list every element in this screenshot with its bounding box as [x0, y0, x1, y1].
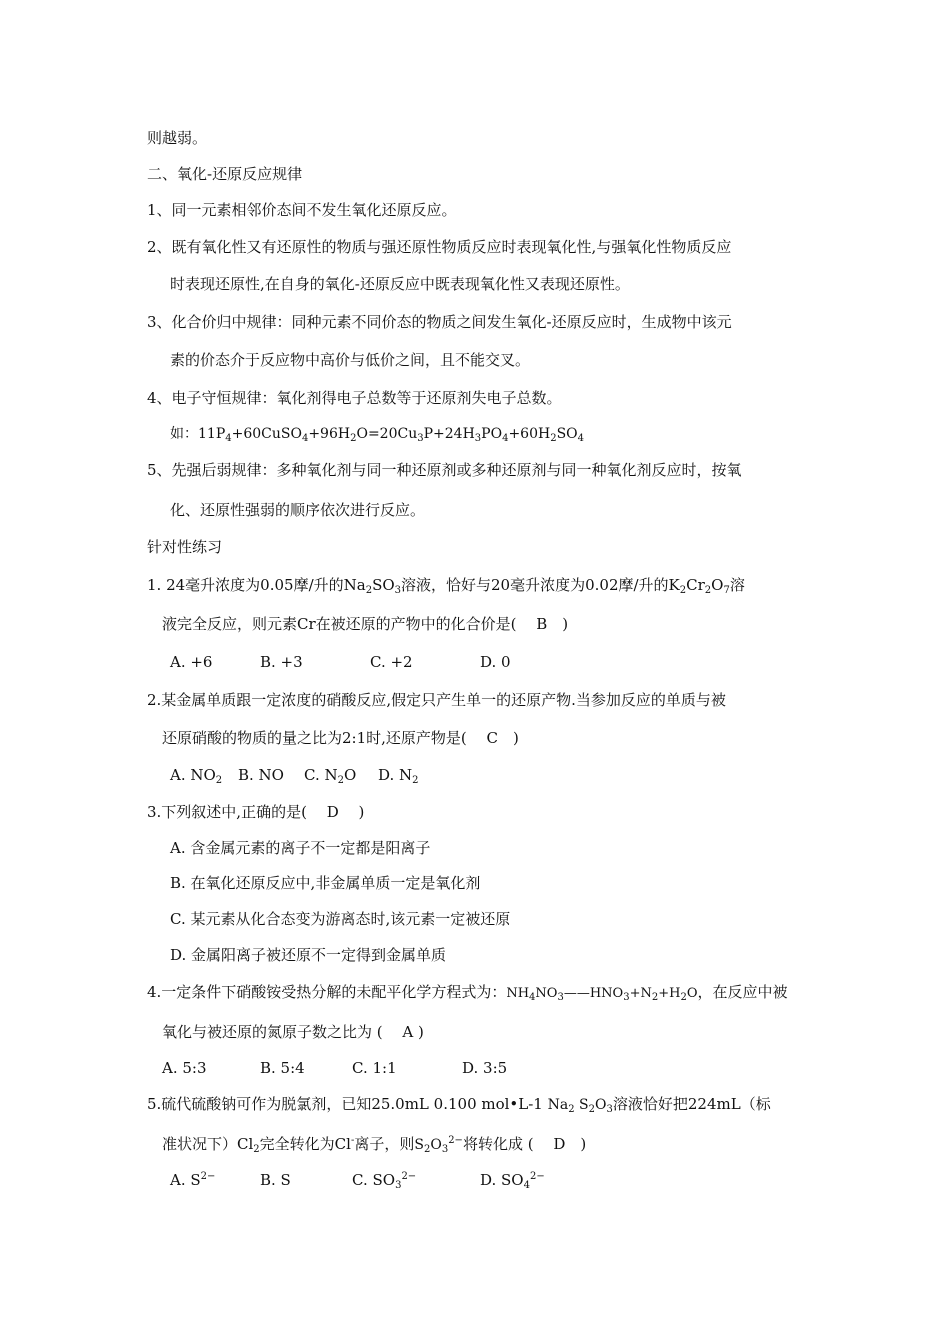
rule-1: 1、同一元素相邻价态间不发生氧化还原反应。	[147, 201, 457, 219]
chemical-formula: $S_2O_3^{2-}$	[414, 1135, 463, 1155]
option-a: A. $NO_2$	[170, 766, 223, 786]
option-d: D. 0	[480, 653, 511, 671]
question-5-options	[170, 1170, 545, 1190]
question-2-options	[170, 765, 419, 785]
rule-4: 4、电子守恒规律：氧化剂得电子总数等于还原剂失电子总数。	[147, 389, 562, 407]
option-a: A. +6	[170, 653, 213, 671]
q5-part-2: 完全转化为Cl	[259, 1135, 351, 1153]
question-1-line-1: 1. 24毫升浓度为0.05摩/升的$Na_2SO_3$溶液，恰好与20毫升浓度为0.02摩/升的$K_2Cr_2O_7$溶	[147, 576, 745, 596]
option-d: D. $SO_4^{2-}$	[480, 1171, 545, 1191]
option-c: C. $SO_3^{2-}$	[352, 1171, 417, 1191]
option-b: B. 5:4	[260, 1059, 305, 1077]
option-b: B. NO	[238, 766, 284, 784]
question-5-suffix: 溶液恰好把224mL（标	[612, 1095, 771, 1113]
question-3-option-b: B. 在氧化还原反应中,非金属单质一定是氧化剂	[170, 874, 481, 892]
option-a: A. 5:3	[162, 1059, 207, 1077]
chemical-equation: $NH_4NO_3——HNO_3+N_2+H_2O$	[506, 986, 698, 1003]
option-c: C. +2	[370, 653, 413, 671]
rule-5-line-1: 5、先强后弱规律：多种氧化剂与同一种还原剂或多种还原剂与同一种氧化剂反应时，按氧	[147, 461, 742, 479]
question-5-line-1	[147, 1094, 771, 1115]
example-prefix: 如：	[170, 426, 198, 442]
question-4-line-2: 氧化与被还原的氮原子数之比为 ( A )	[162, 1023, 424, 1041]
q5-part-3: 离子，则	[354, 1135, 415, 1153]
question-4-line-1	[147, 982, 788, 1004]
rule-2-line-2: 时表现还原性,在自身的氧化-还原反应中既表现氧化性又表现还原性。	[170, 275, 630, 293]
option-b: B. +3	[260, 653, 303, 671]
q5-part-4: 将转化成 ( D )	[462, 1135, 587, 1153]
question-1-line-2: 液完全反应，则元素Cr在被还原的产物中的化合价是( B )	[162, 615, 569, 633]
practice-title: 针对性练习	[147, 538, 223, 556]
question-2-line-1: 2.某金属单质跟一定浓度的硝酸反应,假定只产生单一的还原产物.当参加反应的单质与被	[147, 691, 726, 709]
rule-3-line-1: 3、化合价归中规律：同种元素不同价态的物质之间发生氧化-还原反应时，生成物中该元	[147, 313, 732, 331]
question-4-options	[162, 1058, 507, 1078]
rule-5-line-2: 化、还原性强弱的顺序依次进行反应。	[170, 501, 426, 519]
question-1-options	[170, 652, 511, 672]
question-3-option-c: C. 某元素从化合态变为游离态时,该元素一定被还原	[170, 910, 511, 928]
option-d: D. $N_2$	[378, 766, 419, 786]
question-4-prefix: 4.一定条件下硝酸铵受热分解的未配平化学方程式为：	[147, 983, 507, 1001]
section-heading: 二、氧化-还原反应规律	[147, 165, 303, 183]
question-2-line-2: 还原硝酸的物质的量之比为2:1时,还原产物是( C )	[162, 729, 519, 747]
option-c: C. $N_2O$	[304, 766, 357, 786]
question-3: 3.下列叙述中,正确的是( D )	[147, 803, 365, 821]
chemical-equation: $11P_4+60CuSO_4+96H_2O=20Cu_3P+24H_3PO_4+60H_2SO_4$	[198, 426, 585, 444]
question-3-option-a: A. 含金属元素的离子不一定都是阳离子	[170, 839, 431, 857]
rule-4-example	[170, 424, 584, 444]
question-4-suffix: ，在反应中被	[697, 983, 788, 1001]
text-line-continuation: 则越弱。	[147, 129, 208, 147]
option-d: D. 3:5	[462, 1059, 508, 1077]
question-3-option-d: D. 金属阳离子被还原不一定得到金属单质	[170, 946, 447, 964]
rule-2-line-1: 2、既有氧化性又有还原性的物质与强还原性物质反应时表现氧化性,与强氧化性物质反应	[147, 238, 732, 256]
question-5-prefix: 5.硫代硫酸钠可作为脱氯剂，已知25.0mL 0.100 mol•L-1	[147, 1095, 548, 1113]
q5-part-1: 准状况下）	[162, 1135, 238, 1153]
rule-3-line-2: 素的价态介于反应物中高价与低价之间，且不能交叉。	[170, 351, 531, 369]
chemical-formula: $Na_2$ $S_2O_3$	[547, 1097, 613, 1115]
option-b: B. S	[260, 1171, 291, 1189]
question-5-line-2: 准状况下）$Cl_2$完全转化为Cl-离子，则$S_2O_3^{2-}$将转化成 ( D )	[162, 1135, 587, 1155]
option-a: A. $S^{2-}$	[170, 1171, 216, 1189]
chemical-formula: $Cl_2$	[237, 1135, 260, 1155]
option-c: C. 1:1	[352, 1059, 397, 1077]
